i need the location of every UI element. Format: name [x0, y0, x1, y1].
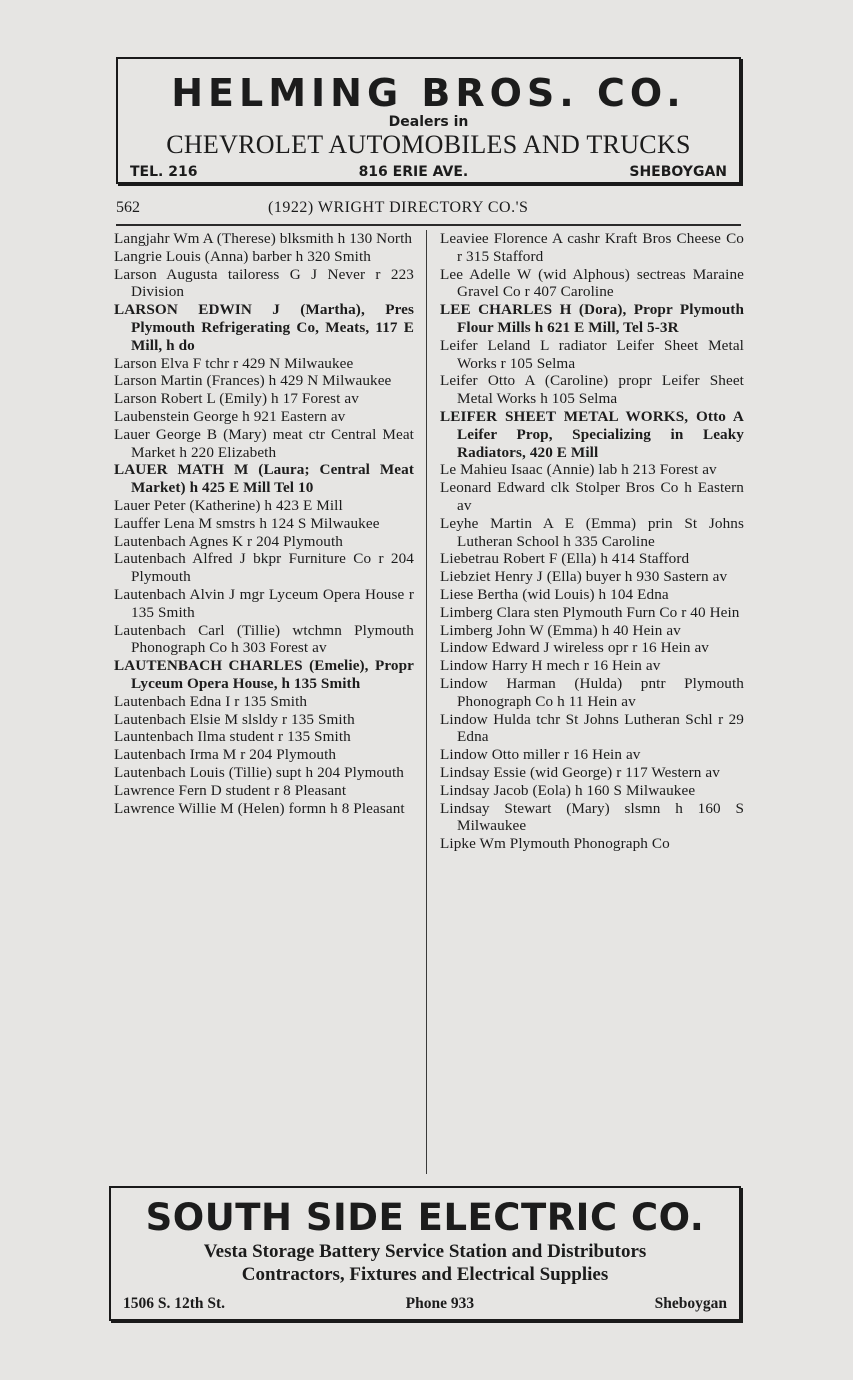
ad-company-name: HELMING BROS. CO.: [171, 71, 686, 115]
directory-entry: Lauer Peter (Katherine) h 423 E Mill: [114, 496, 343, 514]
directory-entry: Lee Adelle W (wid Alphous) sectreas Maraine Gravel Co r 407 Caroline: [440, 265, 744, 301]
ad-dealers-label: Dealers in: [388, 114, 469, 130]
directory-entry: LAUTENBACH CHARLES (Emelie), Propr Lyceum Opera House, h 135 Smith: [114, 657, 414, 692]
ad-contact-row: [130, 164, 727, 180]
directory-entry: Lipke Wm Plymouth Phonograph Co: [440, 835, 670, 853]
directory-entry: Lautenbach Alfred J bkpr Furniture Co r 204 Plymouth: [114, 550, 414, 586]
directory-entry: Lindow Harry H mech r 16 Hein av: [440, 657, 661, 675]
directory-entry: Lindsay Stewart (Mary) slsmn h 160 S Milwaukee: [440, 799, 744, 835]
ad-supplies-line: Contractors, Fixtures and Electrical Supplies: [241, 1264, 609, 1285]
header-rule: [116, 224, 741, 226]
directory-entry: Lawrence Willie M (Helen) formn h 8 Pleasant: [114, 799, 405, 817]
directory-entry: Lautenbach Agnes K r 204 Plymouth: [114, 532, 343, 550]
running-title: (1922) WRIGHT DIRECTORY CO.'S: [268, 199, 529, 216]
directory-entry: Lindow Otto miller r 16 Hein av: [440, 746, 641, 764]
directory-entry: LEIFER SHEET METAL WORKS, Otto A Leifer Prop, Specializing in Leaky Radiators, 420 E Mill: [440, 407, 744, 461]
directory-entry: Leaviee Florence A cashr Kraft Bros Cheese Co r 315 Stafford: [440, 230, 744, 265]
directory-entry: Leifer Otto A (Caroline) propr Leifer Sheet Metal Works h 105 Selma: [440, 372, 744, 408]
ad-company-name: SOUTH SIDE ELECTRIC CO.: [145, 1196, 705, 1239]
directory-entry: Leyhe Martin A E (Emma) prin St Johns Lutheran School h 335 Caroline: [440, 514, 744, 550]
left-column: [114, 230, 414, 817]
directory-entry: Lauer George B (Mary) meat ctr Central Meat Market h 220 Elizabeth: [114, 425, 414, 461]
directory-entry: Langrie Louis (Anna) barber h 320 Smith: [114, 247, 371, 265]
directory-entry: Larson Robert L (Emily) h 17 Forest av: [114, 390, 359, 408]
ad-telephone: TEL. 216: [130, 164, 198, 180]
directory-entry: Larson Martin (Frances) h 429 N Milwaukee: [114, 372, 392, 390]
directory-entry: Launtenbach Ilma student r 135 Smith: [114, 728, 351, 746]
column-divider: [426, 230, 427, 1174]
directory-entry: Lautenbach Edna I r 135 Smith: [114, 692, 308, 710]
directory-entry: Laubenstein George h 921 Eastern av: [114, 407, 346, 425]
directory-entry: Limberg John W (Emma) h 40 Hein av: [440, 621, 681, 639]
directory-entry: Lautenbach Irma M r 204 Plymouth: [114, 746, 337, 764]
directory-entry: Larson Augusta tailoress G J Never r 223 Division: [114, 265, 414, 301]
directory-entry: Lautenbach Carl (Tillie) wtchmn Plymouth Phonograph Co h 303 Forest av: [114, 621, 414, 657]
ad-city: Sheboygan: [654, 1295, 727, 1312]
page-number: 562: [116, 199, 140, 216]
directory-entry: Lindow Harman (Hulda) pntr Plymouth Phonograph Co h 11 Hein av: [440, 674, 744, 710]
directory-entry: Liebziet Henry J (Ella) buyer h 930 Sastern av: [440, 568, 728, 586]
helming-bros-advertisement: [116, 57, 741, 184]
directory-entry: Limberg Clara sten Plymouth Furn Co r 40 Hein: [440, 603, 740, 621]
directory-entry: Lautenbach Alvin J mgr Lyceum Opera House r 135 Smith: [114, 585, 414, 621]
directory-entry: Liebetrau Robert F (Ella) h 414 Stafford: [440, 550, 690, 568]
directory-entry: Larson Elva F tchr r 429 N Milwaukee: [114, 354, 354, 372]
ad-service-line: Vesta Storage Battery Service Station and Distributors: [203, 1241, 647, 1262]
ad-city: SHEBOYGAN: [629, 164, 727, 180]
right-column: [440, 230, 744, 853]
south-side-electric-advertisement: [109, 1186, 741, 1321]
directory-entry: LAUER MATH M (Laura; Central Meat Market) h 425 E Mill Tel 10: [114, 461, 414, 497]
directory-entry: Lindsay Essie (wid George) r 117 Western av: [440, 763, 720, 781]
directory-entry: Langjahr Wm A (Therese) blksmith h 130 North: [114, 230, 413, 247]
directory-entry: Lawrence Fern D student r 8 Pleasant: [114, 781, 347, 799]
ad-address: 1506 S. 12th St.: [123, 1295, 226, 1312]
directory-entry: Lautenbach Elsie M slsldy r 135 Smith: [114, 710, 355, 728]
directory-entry: Lautenbach Louis (Tillie) supt h 204 Plymouth: [114, 763, 404, 781]
ad-address: 816 ERIE AVE.: [358, 164, 469, 180]
directory-entry: Lindow Hulda tchr St Johns Lutheran Schl r 29 Edna: [440, 710, 744, 746]
directory-entry: Liese Bertha (wid Louis) h 104 Edna: [440, 585, 669, 603]
directory-entry: Le Mahieu Isaac (Annie) lab h 213 Forest av: [440, 461, 717, 479]
ad-product-line: CHEVROLET AUTOMOBILES AND TRUCKS: [166, 130, 691, 159]
directory-entry: LEE CHARLES H (Dora), Propr Plymouth Flour Mills h 621 E Mill, Tel 5-3R: [440, 301, 744, 336]
directory-entry: Leonard Edward clk Stolper Bros Co h Eastern av: [440, 479, 744, 514]
directory-entry: LARSON EDWIN J (Martha), Pres Plymouth Refrigerating Co, Meats, 117 E Mill, h do: [114, 301, 414, 354]
directory-entry: Lindow Edward J wireless opr r 16 Hein av: [440, 639, 709, 657]
directory-entry: Lindsay Jacob (Eola) h 160 S Milwaukee: [440, 781, 696, 799]
directory-entry: Leifer Leland L radiator Leifer Sheet Metal Works r 105 Selma: [440, 336, 744, 372]
directory-entry: Lauffer Lena M smstrs h 124 S Milwaukee: [114, 514, 380, 532]
ad-phone: Phone 933: [405, 1295, 475, 1312]
ad-contact-row: [123, 1295, 727, 1313]
